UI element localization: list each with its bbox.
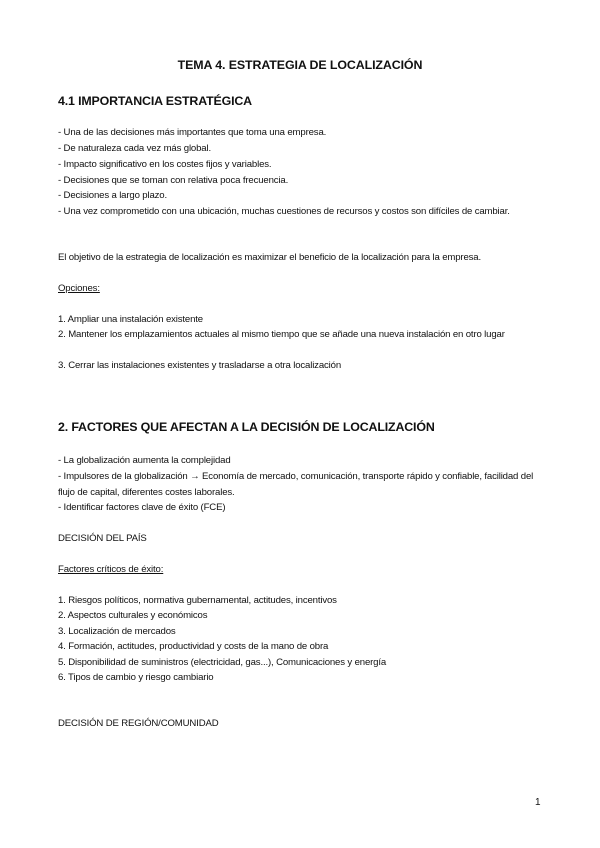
list-item: 6. Tipos de cambio y riesgo cambiario <box>58 672 214 683</box>
region-decision-heading: DECISIÓN DE REGIÓN/COMUNIDAD <box>58 718 219 729</box>
section-heading-factors: 2. FACTORES QUE AFECTAN A LA DECISIÓN DE LOCALIZACIÓN <box>58 420 435 434</box>
list-item: 2. Aspectos culturales y económicos <box>58 610 208 621</box>
objective-paragraph: El objetivo de la estrategia de localización es maximizar el beneficio de la localización para la empresa. <box>58 252 481 263</box>
list-item: - Impacto significativo en los costes fijos y variables. <box>58 159 272 170</box>
page-number: 1 <box>535 797 541 808</box>
list-item: 1. Riesgos políticos, normativa gubernamental, actitudes, incentivos <box>58 595 337 606</box>
list-item: 3. Cerrar las instalaciones existentes y trasladarse a otra localización <box>58 360 342 371</box>
list-item: 2. Mantener los emplazamientos actuales al mismo tiempo que se añade una nueva instalación en otro lugar <box>58 329 505 340</box>
section-heading-importance: 4.1 IMPORTANCIA ESTRATÉGICA <box>58 94 252 108</box>
list-item: - Identificar factores clave de éxito (FCE) <box>58 502 226 513</box>
critical-factors-label: Factores críticos de éxito: <box>58 564 164 575</box>
list-item: - Una vez comprometido con una ubicación, muchas cuestiones de recursos y costos son difíciles de cambiar. <box>58 206 510 217</box>
list-item: - La globalización aumenta la complejidad <box>58 455 231 466</box>
list-item: 3. Localización de mercados <box>58 626 176 637</box>
list-item: 1. Ampliar una instalación existente <box>58 314 203 325</box>
document-title: TEMA 4. ESTRATEGIA DE LOCALIZACIÓN <box>177 58 423 72</box>
list-item: - Impulsores de la globalización → Economía de mercado, comunicación, transporte rápido y confiable, facilidad del flujo de capital, diferentes costes laborales. <box>58 471 534 498</box>
options-label: Opciones: <box>58 283 100 294</box>
list-item: - De naturaleza cada vez más global. <box>58 143 211 154</box>
list-item: 5. Disponibilidad de suministros (electricidad, gas...), Comunicaciones y energía <box>58 657 387 668</box>
list-item: - Una de las decisiones más importantes que toma una empresa. <box>58 127 327 138</box>
country-decision-heading: DECISIÓN DEL PAÍS <box>58 533 147 544</box>
list-item: 4. Formación, actitudes, productividad y costs de la mano de obra <box>58 641 329 652</box>
list-item: - Decisiones a largo plazo. <box>58 190 167 201</box>
list-item: - Decisiones que se toman con relativa poca frecuencia. <box>58 175 289 186</box>
